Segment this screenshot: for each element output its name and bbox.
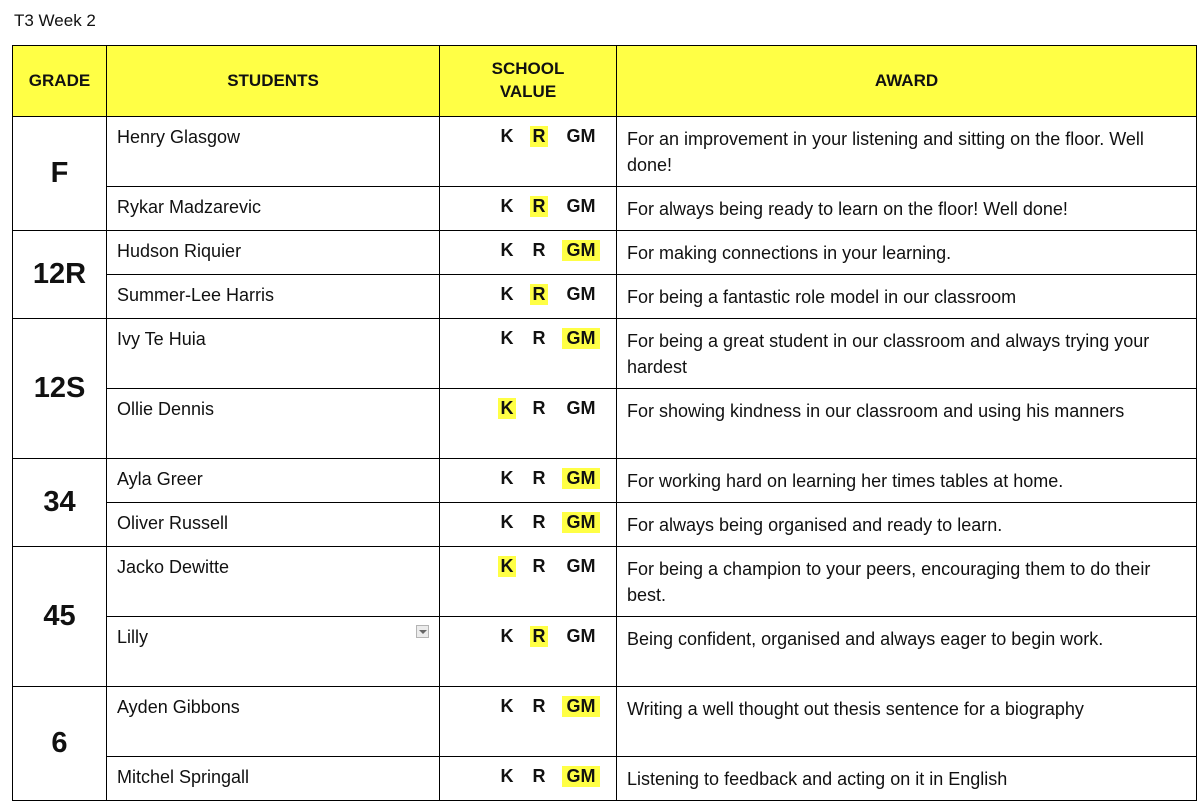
award-cell: Listening to feedback and acting on it in English xyxy=(617,757,1197,801)
value-k: K xyxy=(500,126,514,146)
school-value-cell xyxy=(440,459,617,503)
student-cell[interactable] xyxy=(107,617,440,687)
grade-cell: F xyxy=(13,117,107,231)
value-gm: GM xyxy=(566,556,596,576)
value-gm: GM xyxy=(566,398,596,418)
student-name: Oliver Russell xyxy=(117,513,229,533)
student-name: Ayden Gibbons xyxy=(117,697,240,717)
table-row xyxy=(13,187,1197,231)
student-name: Mitchel Springall xyxy=(117,767,250,787)
awards-table xyxy=(12,45,1197,801)
table-row xyxy=(13,459,1197,503)
grade-cell: 34 xyxy=(13,459,107,547)
value-k: K xyxy=(500,328,514,348)
award-cell: For being a fantastic role model in our classroom xyxy=(617,275,1197,319)
student-name: Ivy Te Huia xyxy=(117,329,206,349)
award-cell: For being a champion to your peers, encouraging them to do their best. xyxy=(617,547,1197,617)
value-gm: GM xyxy=(566,126,596,146)
student-cell[interactable] xyxy=(107,547,440,617)
student-name: Henry Glasgow xyxy=(117,127,241,147)
student-cell[interactable] xyxy=(107,275,440,319)
table-row xyxy=(13,547,1197,617)
value-gm-highlighted: GM xyxy=(562,766,600,787)
student-name: Hudson Riquier xyxy=(117,241,242,261)
student-cell[interactable] xyxy=(107,389,440,459)
document-title: T3 Week 2 xyxy=(14,11,96,30)
value-gm: GM xyxy=(566,196,596,216)
table-row xyxy=(13,231,1197,275)
student-cell[interactable] xyxy=(107,319,440,389)
dropdown-icon[interactable] xyxy=(416,625,429,638)
student-cell[interactable] xyxy=(107,187,440,231)
value-r: R xyxy=(532,766,546,786)
table-row xyxy=(13,503,1197,547)
student-name: Rykar Madzarevic xyxy=(117,197,262,217)
award-cell: Writing a well thought out thesis sentence for a biography xyxy=(617,687,1197,757)
award-cell: For always being ready to learn on the floor! Well done! xyxy=(617,187,1197,231)
header-school-value-line1: SCHOOL xyxy=(491,59,565,79)
school-value-cell xyxy=(440,757,617,801)
award-cell: Being confident, organised and always eager to begin work. xyxy=(617,617,1197,687)
student-name: Summer-Lee Harris xyxy=(117,285,275,305)
award-cell: For working hard on learning her times tables at home. xyxy=(617,459,1197,503)
header-school-value-line2: VALUE xyxy=(499,82,557,101)
student-name: Jacko Dewitte xyxy=(117,557,230,577)
value-gm-highlighted: GM xyxy=(562,240,600,261)
school-value-cell xyxy=(440,547,617,617)
student-cell[interactable] xyxy=(107,459,440,503)
school-value-cell xyxy=(440,617,617,687)
header-grade: GRADE xyxy=(13,46,107,117)
value-k-highlighted: K xyxy=(498,556,516,577)
school-value-cell xyxy=(440,503,617,547)
school-value-cell xyxy=(440,687,617,757)
award-cell: For showing kindness in our classroom and using his manners xyxy=(617,389,1197,459)
value-gm: GM xyxy=(566,284,596,304)
table-row xyxy=(13,117,1197,187)
value-k: K xyxy=(500,240,514,260)
value-r-highlighted: R xyxy=(530,284,548,305)
value-r: R xyxy=(532,398,546,418)
value-k: K xyxy=(500,196,514,216)
value-k: K xyxy=(500,626,514,646)
award-cell: For making connections in your learning. xyxy=(617,231,1197,275)
school-value-cell xyxy=(440,319,617,389)
school-value-cell xyxy=(440,275,617,319)
table-row xyxy=(13,687,1197,757)
school-value-cell xyxy=(440,117,617,187)
grade-cell: 12R xyxy=(13,231,107,319)
value-r: R xyxy=(532,696,546,716)
header-school-value xyxy=(440,46,617,117)
grade-cell: 12S xyxy=(13,319,107,459)
header-award: AWARD xyxy=(617,46,1197,117)
school-value-cell xyxy=(440,389,617,459)
award-cell: For an improvement in your listening and sitting on the floor. Well done! xyxy=(617,117,1197,187)
student-name: Lilly xyxy=(117,627,149,647)
value-r-highlighted: R xyxy=(530,196,548,217)
student-cell[interactable] xyxy=(107,503,440,547)
value-k: K xyxy=(500,512,514,532)
table-row xyxy=(13,617,1197,687)
table-row xyxy=(13,319,1197,389)
grade-cell: 45 xyxy=(13,547,107,687)
value-k: K xyxy=(500,468,514,488)
student-cell[interactable] xyxy=(107,757,440,801)
value-r: R xyxy=(532,556,546,576)
student-name: Ollie Dennis xyxy=(117,399,215,419)
school-value-cell xyxy=(440,231,617,275)
value-r: R xyxy=(532,240,546,260)
table-row xyxy=(13,275,1197,319)
value-gm-highlighted: GM xyxy=(562,696,600,717)
value-k-highlighted: K xyxy=(498,398,516,419)
header-row xyxy=(13,46,1197,117)
school-value-cell xyxy=(440,187,617,231)
value-r: R xyxy=(532,512,546,532)
student-cell[interactable] xyxy=(107,687,440,757)
value-r-highlighted: R xyxy=(530,626,548,647)
table-row xyxy=(13,389,1197,459)
value-gm-highlighted: GM xyxy=(562,328,600,349)
value-r: R xyxy=(532,328,546,348)
value-k: K xyxy=(500,284,514,304)
student-name: Ayla Greer xyxy=(117,469,203,489)
header-students: STUDENTS xyxy=(107,46,440,117)
grade-cell: 6 xyxy=(13,687,107,801)
value-gm-highlighted: GM xyxy=(562,468,600,489)
value-k: K xyxy=(500,696,514,716)
student-cell[interactable] xyxy=(107,117,440,187)
value-gm: GM xyxy=(566,626,596,646)
award-cell: For always being organised and ready to learn. xyxy=(617,503,1197,547)
value-r-highlighted: R xyxy=(530,126,548,147)
value-k: K xyxy=(500,766,514,786)
award-cell: For being a great student in our classroom and always trying your hardest xyxy=(617,319,1197,389)
value-gm-highlighted: GM xyxy=(562,512,600,533)
value-r: R xyxy=(532,468,546,488)
table-body xyxy=(13,117,1197,801)
student-cell[interactable] xyxy=(107,231,440,275)
table-row xyxy=(13,757,1197,801)
